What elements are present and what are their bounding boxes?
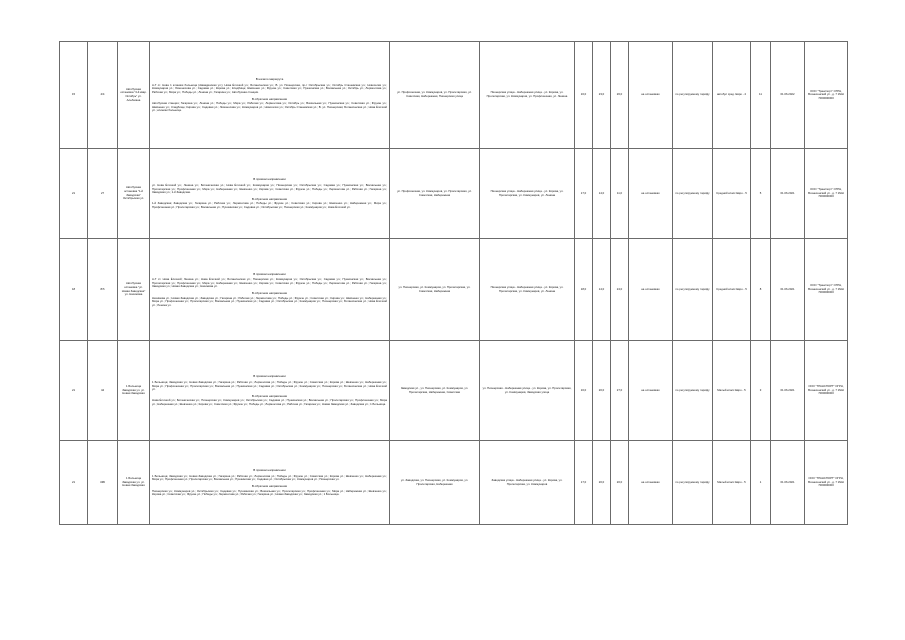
route-number: 44 xyxy=(88,341,118,441)
route-description xyxy=(150,341,390,441)
route-length-back: 20,0 xyxy=(593,441,611,525)
carrier-info: ООО "ТРАНСПОРТ" ОГРН, Вознесенский ул., д. 7 ИНН 7000000000 xyxy=(805,441,848,525)
route-trips: 24,0 xyxy=(611,239,629,341)
vehicle-count: 1 xyxy=(751,441,771,525)
row-index: 18 xyxy=(60,239,88,341)
route-stops: ул. Пионерская, ул. Коммунаров, ул. Пролетарская, ул. Советская, Набережная xyxy=(390,239,480,341)
route-description xyxy=(150,42,390,149)
route-trips: 26,0 xyxy=(611,42,629,149)
description-backward-text: Автобусная станция; Гагарина ул.; Ленина ул.; Победы ул.; Мира ул.; Рабочая ул.; Лермонтова ул.; Октябрь ул.; Вокзальная ул.; Пушкинская ул.; Советская ул.; Фрунзе ул.; Шевченко ул.; Кладбище; Кирова ул.; Садовая ул.; Ломоносова ул.; Коммунаров ул.; Новоселки ул.; Октябрь Сташевская ул.; В. ул. Пионерская; Ботаническая ул.; Нова Ёлочкой ул.; клиники больница. xyxy=(152,101,387,113)
vehicle-class: Средний класс Евро - 5 xyxy=(713,239,751,341)
table-row xyxy=(60,441,848,525)
vehicle-class: Малый класс Евро - 5 xyxy=(713,341,751,441)
route-streets: Пионерская улица - Набережная улица - ул. Кирова, ул. Пролетарская, ул. Коммунаров, ул. Профсоюзная, ул. Ленина xyxy=(480,42,575,149)
start-date: 01.06.2021 xyxy=(771,149,805,239)
row-index: 15 xyxy=(60,42,88,149)
description-subheading: В обратном направлении xyxy=(251,291,288,295)
description-heading: В начало маршрута xyxy=(255,77,284,82)
route-length: 18,0 xyxy=(575,239,593,341)
route-trips: 27,0 xyxy=(611,341,629,441)
description-heading: В прямом направлении xyxy=(253,374,286,379)
vehicle-count: 11 xyxy=(751,42,771,149)
route-stops: ул. Заводская, ул. Пионерская, ул. Коммунаров, ул. Пролетарская, Набережная xyxy=(390,441,480,525)
route-streets: Заводская улица - Набережная улица - ул. Кирова, ул. Пролетарская, ул. Коммунаров xyxy=(480,441,575,525)
carrier-info: ООО "Транспорт" ОГРН, Вознесенский ул., д. 7 ИНН 7000000000 xyxy=(805,239,848,341)
route-number: 43Б xyxy=(88,441,118,525)
route-registry-table xyxy=(59,41,848,525)
boarding-order: на остановках xyxy=(629,42,673,149)
table-row xyxy=(60,341,848,441)
route-endpoint: Автобусная остановка "1-й Заводская" Октябрьская ул. xyxy=(118,149,150,239)
vehicle-class: автобус сред. Евро - 4 xyxy=(713,42,751,149)
description-subheading: В обратном направлении xyxy=(251,96,288,101)
route-length: 16,0 xyxy=(575,341,593,441)
vehicle-count: 3 xyxy=(751,341,771,441)
fare-type: по регулируемому тарифу xyxy=(673,441,713,525)
fare-type: по регулируемому тарифу xyxy=(673,149,713,239)
route-streets: Пионерская улица - Набережная улица - ул. Кирова, ул. Пролетарская, ул. Коммунаров, ул. Ленина xyxy=(480,149,575,239)
boarding-order: на остановках xyxy=(629,441,673,525)
route-stops: Заводская ул., ул. Пионерская, ул. Коммунаров, ул. Пролетарская, Набережная, Советская xyxy=(390,341,480,441)
route-endpoint: Автобусная остановка "4-й квар. Октябрь" ул. Альбагана xyxy=(118,42,150,149)
vehicle-count: 5 xyxy=(751,149,771,239)
route-description xyxy=(150,239,390,341)
description-forward-text: ул. Нова Ёлочкой ул.; Ленина ул.; Ботаническая ул.; Нова Ёлочкой ул.; Коммунаров ул.; Пионерская ул.; Октябрьская ул.; Садовая ул.; Пушкинская ул.; Вокзальная ул.; Пролетарская ул.; Профсоюзная ул.; Мира ул.; Набережная ул.; Шевченко ул.; Кирова ул.; Советская ул.; Фрунзе ул.; Победы ул.; Лермонтова ул.; Рабочая ул.; Гагарина ул.; Заводская ул.; 1-й Заводская. xyxy=(152,183,387,195)
fare-type: по регулируемому тарифу xyxy=(673,42,713,149)
fare-type: по регулируемому тарифу xyxy=(673,341,713,441)
description-backward-text: Пионерская ул.; Коммунаров ул.; Октябрьская ул.; Садовая ул.; Пушкинская ул.; Вокзальная ул.; Пролетарская ул.; Профсоюзная ул.; Мира ул.; Набережная ул.; Шевченко ул.; Кирова ул.; Советская ул.; Фрунзе ул.; Победы ул.; Лермонтова ул.; Рабочая ул.; Гагарина ул.; Новая Заводская ул.; Заводская ул.; 1 Больница. xyxy=(152,488,387,497)
route-length: 17,0 xyxy=(575,149,593,239)
description-forward-text: 1 Больница; Заводская ул.; Новая Заводская ул.; Гагарина ул.; Рабочая ул.; Лермонтова ул.; Победы ул.; Фрунзе ул.; Советская ул.; Кирова ул.; Шевченко ул.; Набережная ул.; Мира ул.; Профсоюзная ул.; Пролетарская ул.; Вокзальная ул.; Пушкинская ул.; Садовая ул.; Октябрьская ул.; Коммунаров ул.; Пионерская ул. xyxy=(152,473,387,482)
route-trips: 11,0 xyxy=(611,149,629,239)
description-forward-text: А-Т ст. Нова Ёлочкой; Ленина ул.; Нова Ёлочкой ул.; Ботаническая ул.; Пионерская ул.; Коммунаров ул.; Октябрьская ул.; Садовая ул.; Пушкинская ул.; Вокзальная ул.; Пролетарская ул.; Профсоюзная ул.; Мира ул.; Набережная ул.; Шевченко ул.; Кирова ул.; Советская ул.; Фрунзе ул.; Победы ул.; Лермонтова ул.; Рабочая ул.; Гагарина ул.; Заводская ул.; Новая Заводская ул.; Нахимова ул. xyxy=(152,277,387,289)
boarding-order: на остановках xyxy=(629,239,673,341)
route-endpoint: 1 Больница Заводская ул. ул. Новая Заводская xyxy=(118,341,150,441)
description-subheading: В обратном направлении xyxy=(251,393,288,398)
route-number: 8/б xyxy=(88,239,118,341)
carrier-info: ООО "ТРАНСПОРТ" ОГРН, Вознесенский ул., д. 7 ИНН 7000000000 xyxy=(805,341,848,441)
row-index: 21 xyxy=(60,341,88,441)
carrier-info: ООО "Транспорт" ОГРН, Вознесенский ул., д. 7 ИНН 7000000000 xyxy=(805,42,848,149)
vehicle-class: Малый класс Евро - 5 xyxy=(713,441,751,525)
description-subheading: В обратном направлении xyxy=(251,484,288,488)
route-stops: ул. Профсоюзная, ул. Коммунаров, ул. Пролетарская, ул. Советская, Набережная, Пионерская улица xyxy=(390,42,480,149)
start-date: 01.06.2021 xyxy=(771,441,805,525)
route-length-back: 20,0 xyxy=(593,341,611,441)
route-description xyxy=(150,149,390,239)
route-trips: 20,0 xyxy=(611,441,629,525)
route-length: 17,0 xyxy=(575,441,593,525)
route-number: 27 xyxy=(88,149,118,239)
route-description xyxy=(150,441,390,525)
route-endpoint: Автобусная остановка "ул. Новая Заводская" ул. Нахимова xyxy=(118,239,150,341)
route-length-back: 23,0 xyxy=(593,42,611,149)
route-number: 4/4 xyxy=(88,42,118,149)
description-heading: В прямом направлении xyxy=(253,468,286,473)
route-length-back: 14,0 xyxy=(593,149,611,239)
description-heading: В прямом направлении xyxy=(253,271,286,276)
table-row xyxy=(60,42,848,149)
route-endpoint: 1 Больница Заводская ул. ул. Новая Заводская xyxy=(118,441,150,525)
description-heading: В прямом направлении xyxy=(253,177,286,182)
route-stops: ул. Профсоюзная, ул. Коммунаров, ул. Пролетарская, ул. Советская, Набережная xyxy=(390,149,480,239)
table-row xyxy=(60,239,848,341)
route-streets: Пионерская улица - Набережная улица - ул. Кирова, ул. Пролетарская, ул. Коммунаров, ул. Ленина xyxy=(480,239,575,341)
start-date: 01.06.2021 xyxy=(771,341,805,441)
route-length: 16,0 xyxy=(575,42,593,149)
description-forward-text: А-Т ст. Нова 1 клиники больница (Авмадинская ул.); Нова Ёлочкой ул.; Ботаническая ул.; В. ул. Пионерская, пр-т Октябрьская ул.; Октябрь Сташевская ул.; Новоселки ул.; Коммунаров ул.; Ломоносова ул.; Садовая ул.; Кирова ул.; Кладбище; Шевченко ул.; Фрунзе ул.; Советская ул.; Пушкинская ул.; Вокзальная ул.; Октябрь ул.; Лермонтова ул.; Рабочая ул.; Мира ул.; Победы ул.; Ленина ул.; Гагарина ул.; Автобусная станция. xyxy=(152,82,387,94)
description-backward-text: Нахимова ул.; Новая Заводская ул.; Заводская ул.; Гагарина ул.; Рабочая ул.; Лермонтова ул.; Победы ул.; Фрунзе ул.; Советская ул.; Кирова ул.; Шевченко ул.; Набережная ул.; Мира ул.; Профсоюзная ул.; Пролетарская ул.; Вокзальная ул.; Пушкинская ул.; Садовая ул.; Октябрьская ул.; Коммунаров ул.; Пионерская ул.; Ботаническая ул.; Нова Ёлочкой ул.; Ленина ул. xyxy=(152,295,387,307)
fare-type: по регулируемому тарифу xyxy=(673,239,713,341)
row-index: 21 xyxy=(60,441,88,525)
description-backward-text: Нова Ёлочкой ул.; Ботаническая ул.; Пионерская ул.; Коммунаров ул.; Октябрьская ул.; Садовая ул.; Пушкинская ул.; Вокзальная ул.; Пролетарская ул.; Профсоюзная ул.; Мира ул.; Набережная ул.; Шевченко ул.; Кирова ул.; Советская ул.; Фрунзе ул.; Победы ул.; Лермонтова ул.; Рабочая ул.; Гагарина ул.; Новая Заводская ул.; Заводская ул.; 1 Больница. xyxy=(152,398,387,406)
vehicle-class: Средний класс Евро - 5 xyxy=(713,149,751,239)
table-row xyxy=(60,149,848,239)
vehicle-count: 8 xyxy=(751,239,771,341)
start-date: 01.06.2021 xyxy=(771,239,805,341)
route-streets: ул. Пионерская - Набережная улица - ул. Кирова, ул. Пролетарская, ул. Коммунаров, Заводская улица xyxy=(480,341,575,441)
boarding-order: на остановках xyxy=(629,341,673,441)
boarding-order: на остановках xyxy=(629,149,673,239)
row-index: 21 xyxy=(60,149,88,239)
description-subheading: В обратном направлении xyxy=(251,196,288,201)
description-backward-text: 1-й Заводская; Заводская ул.; Гагарина ул.; Рабочая ул.; Лермонтова ул.; Победы ул.; Фрунзе ул.; Советская ул.; Кирова ул.; Шевченко ул.; Набережная ул.; Мира ул.; Профсоюзная ул.; Пролетарская ул.; Вокзальная ул.; Пушкинская ул.; Садовая ул.; Октябрьская ул.; Пионерская ул.; Коммунаров ул.; Нова Ёлочкой ул. xyxy=(152,201,387,209)
description-forward-text: 1 Больница; Заводская ул.; Новая Заводская ул.; Гагарина ул.; Рабочая ул.; Лермонтова ул.; Победы ул.; Фрунзе ул.; Советская ул.; Кирова ул.; Шевченко ул.; Набережная ул.; Мира ул.; Профсоюзная ул.; Пролетарская ул.; Вокзальная ул.; Пушкинская ул.; Садовая ул.; Октябрьская ул.; Коммунаров ул.; Пионерская ул.; Ботаническая ул.; Нова Ёлочкой ул. xyxy=(152,380,387,392)
start-date: 01.06.2022 xyxy=(771,42,805,149)
route-length-back: 14,0 xyxy=(593,239,611,341)
carrier-info: ООО "Транспорт" ОГРН, Вознесенский ул., д. 7 ИНН 7000000000 xyxy=(805,149,848,239)
